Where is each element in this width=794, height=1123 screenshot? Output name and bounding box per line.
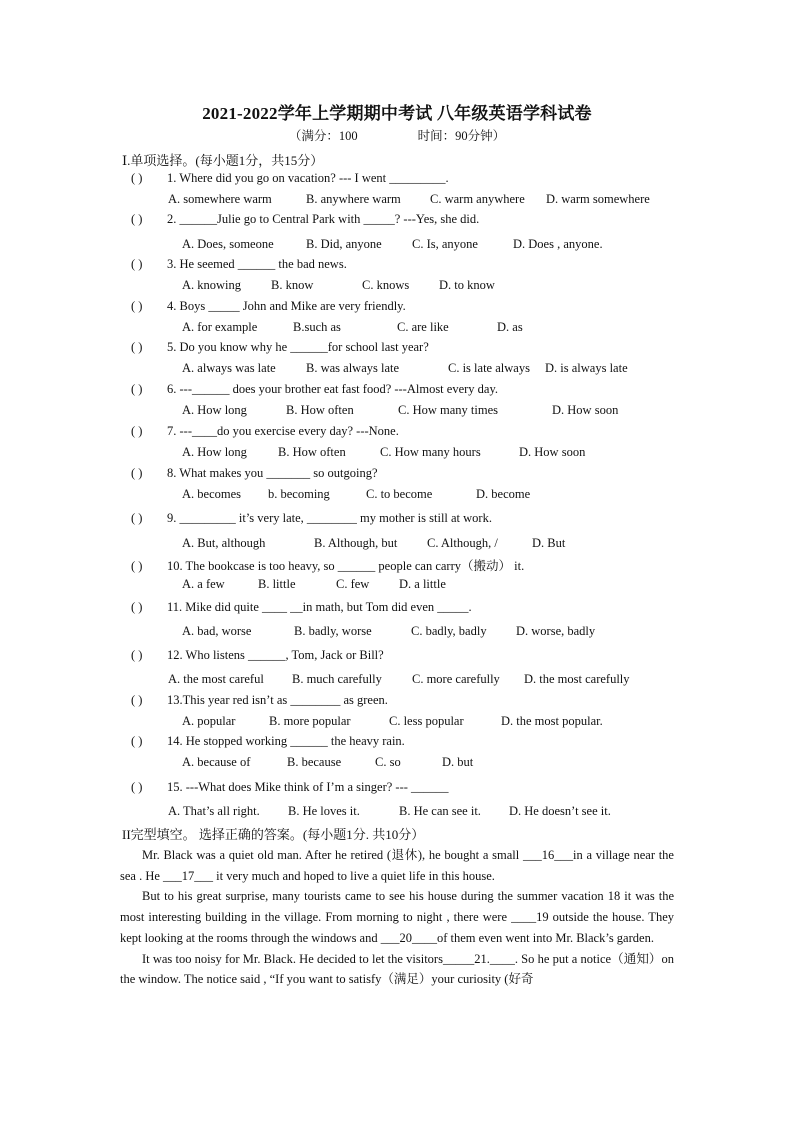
answer-blank[interactable]: ( ) xyxy=(131,559,143,573)
question-9 xyxy=(131,511,492,526)
option-a: A. somewhere warm xyxy=(168,192,272,206)
option-c: C. are like xyxy=(397,320,449,334)
option-c: C. Is, anyone xyxy=(412,237,478,251)
option-b: B. much carefully xyxy=(292,672,382,686)
answer-blank[interactable]: ( ) xyxy=(131,171,143,185)
option-b: B. because xyxy=(287,755,342,769)
option-b: B.such as xyxy=(293,320,341,334)
answer-blank[interactable]: ( ) xyxy=(131,212,143,226)
option-b: B. know xyxy=(271,278,314,292)
option-a: A. That’s all right. xyxy=(168,804,260,818)
question-5 xyxy=(131,340,429,355)
option-c: C. to become xyxy=(366,487,433,501)
answer-blank[interactable]: ( ) xyxy=(131,299,143,313)
option-a: A. for example xyxy=(182,320,258,334)
option-b: B. more popular xyxy=(269,714,351,728)
question-stem: 13.This year red isn’t as ________ as green. xyxy=(167,693,388,707)
option-d: D. as xyxy=(497,320,523,334)
option-c: C. How many times xyxy=(398,403,498,417)
option-d: D. to know xyxy=(439,278,495,292)
answer-blank[interactable]: ( ) xyxy=(131,340,143,354)
answer-blank[interactable]: ( ) xyxy=(131,734,143,748)
question-10 xyxy=(131,556,524,574)
answer-blank[interactable]: ( ) xyxy=(131,648,143,662)
option-b: B. How often xyxy=(278,445,346,459)
option-d: D. warm somewhere xyxy=(546,192,650,206)
option-a: A. always was late xyxy=(182,361,276,375)
question-stem: 4. Boys _____ John and Mike are very friendly. xyxy=(167,299,406,313)
option-a: A. Does, someone xyxy=(182,237,274,251)
full-marks: （满分：100 xyxy=(288,129,358,143)
question-stem: 7. ---____do you exercise every day? ---None. xyxy=(167,424,399,438)
question-6 xyxy=(131,382,498,397)
answer-blank[interactable]: ( ) xyxy=(131,466,143,480)
section-2-heading: II完型填空。 选择正确的答案。(每小题1分. 共10分） xyxy=(122,827,425,842)
answer-blank[interactable]: ( ) xyxy=(131,693,143,707)
option-a: A. because of xyxy=(182,755,251,769)
answer-blank[interactable]: ( ) xyxy=(131,424,143,438)
question-3 xyxy=(131,257,347,272)
page-title: 2021-2022学年上学期期中考试 八年级英语学科试卷 xyxy=(202,104,592,123)
option-a: A. But, although xyxy=(182,536,266,550)
option-c: C. warm anywhere xyxy=(430,192,525,206)
option-d: D. a little xyxy=(399,577,446,591)
option-b: b. becoming xyxy=(268,487,330,501)
question-stem: 1. Where did you go on vacation? --- I went _________. xyxy=(167,171,449,185)
option-d: D. is always late xyxy=(545,361,628,375)
question-stem: 6. ---______ does your brother eat fast food? ---Almost every day. xyxy=(167,382,499,396)
question-15 xyxy=(131,780,449,795)
option-c: C. few xyxy=(336,577,370,591)
exam-time: 时间：90分钟） xyxy=(417,129,506,143)
question-14 xyxy=(131,734,405,749)
option-d: D. How soon xyxy=(552,403,619,417)
question-stem: 9. _________ it’s very late, ________ my mother is still at work. xyxy=(167,511,492,525)
question-stem: 11. Mike did quite ____ __in math, but Tom did even _____. xyxy=(167,600,472,614)
option-a: A. the most careful xyxy=(168,672,264,686)
question-stem: 3. He seemed ______ the bad news. xyxy=(167,257,347,271)
option-d: D. but xyxy=(442,755,474,769)
question-7 xyxy=(131,424,399,439)
option-b: B. He loves it. xyxy=(288,804,360,818)
question-11 xyxy=(131,600,472,615)
option-d: D. worse, badly xyxy=(516,624,596,638)
question-stem: 15. ---What does Mike think of I’m a singer? --- ______ xyxy=(167,780,449,794)
option-c: C. more carefully xyxy=(412,672,500,686)
option-b: B. Did, anyone xyxy=(306,237,382,251)
option-d: D. How soon xyxy=(519,445,586,459)
option-d: D. become xyxy=(476,487,531,501)
option-a: A. becomes xyxy=(182,487,242,501)
option-b: B. little xyxy=(258,577,296,591)
option-b: B. anywhere warm xyxy=(306,192,401,206)
answer-blank[interactable]: ( ) xyxy=(131,780,143,794)
question-1 xyxy=(131,171,449,186)
option-c: C. is late always xyxy=(448,361,530,375)
passage-paragraph: Mr. Black was a quiet old man. After he retired (退休), he bought a small ___16___in a village near the sea . He ___17___ it very much and hoped to live a quiet life in this house. xyxy=(120,848,674,883)
option-a: A. How long xyxy=(182,445,247,459)
question-stem: 2. ______Julie go to Central Park with _____? ---Yes, she did. xyxy=(167,212,480,226)
answer-blank[interactable]: ( ) xyxy=(131,382,143,396)
question-stem: 8. What makes you _______ so outgoing? xyxy=(167,466,378,480)
section-1-heading: Ⅰ.单项选择。(每小题1分，共15分） xyxy=(122,153,324,168)
option-d: D. He doesn’t see it. xyxy=(509,804,611,818)
option-d: D. But xyxy=(532,536,566,550)
option-c: C. knows xyxy=(362,278,410,292)
option-c: C. Although, / xyxy=(427,536,498,550)
option-b: B. How often xyxy=(286,403,354,417)
option-a: A. bad, worse xyxy=(182,624,252,638)
cloze-passage xyxy=(120,845,674,990)
option-b: B. Although, but xyxy=(314,536,398,550)
passage-paragraph: It was too noisy for Mr. Black. He decided to let the visitors_____21.____. So he put a notice（通知）on the window. The notice said , “If you want to satisfy（满足）your curiosity (好奇 xyxy=(120,951,674,987)
option-a: A. How long xyxy=(182,403,247,417)
option-c: C. less popular xyxy=(389,714,464,728)
question-stem: 12. Who listens ______, Tom, Jack or Bill? xyxy=(167,648,384,662)
option-a: A. knowing xyxy=(182,278,242,292)
option-c: C. How many hours xyxy=(380,445,481,459)
option-b: B. was always late xyxy=(306,361,400,375)
question-stem: 10. The bookcase is too heavy, so ______ people can carry（搬动） it. xyxy=(167,559,525,573)
question-2 xyxy=(131,212,479,227)
passage-paragraph: But to his great surprise, many tourists came to see his house during the summer vacation 18 it was the most interesting building in the village. From morning to night , there were ____19 outside the house. They kept looking at the rooms through the windows and ___20____of them even went into Mr. Black’s garden. xyxy=(120,889,674,945)
question-stem: 14. He stopped working ______ the heavy rain. xyxy=(167,734,405,748)
answer-blank[interactable]: ( ) xyxy=(131,511,143,525)
option-d: D. the most popular. xyxy=(501,714,603,728)
option-c: C. badly, badly xyxy=(411,624,487,638)
option-c: B. He can see it. xyxy=(399,804,481,818)
question-12 xyxy=(131,648,384,663)
option-b: B. badly, worse xyxy=(294,624,372,638)
question-8 xyxy=(131,466,378,481)
option-d: D. Does , anyone. xyxy=(513,237,603,251)
question-4 xyxy=(131,299,406,314)
option-c: C. so xyxy=(375,755,401,769)
option-d: D. the most carefully xyxy=(524,672,630,686)
question-stem: 5. Do you know why he ______for school last year? xyxy=(167,340,429,354)
option-a: A. popular xyxy=(182,714,236,728)
question-13 xyxy=(131,693,388,708)
option-a: A. a few xyxy=(182,577,225,591)
answer-blank[interactable]: ( ) xyxy=(131,257,143,271)
answer-blank[interactable]: ( ) xyxy=(131,600,143,614)
exam-info xyxy=(0,126,794,144)
